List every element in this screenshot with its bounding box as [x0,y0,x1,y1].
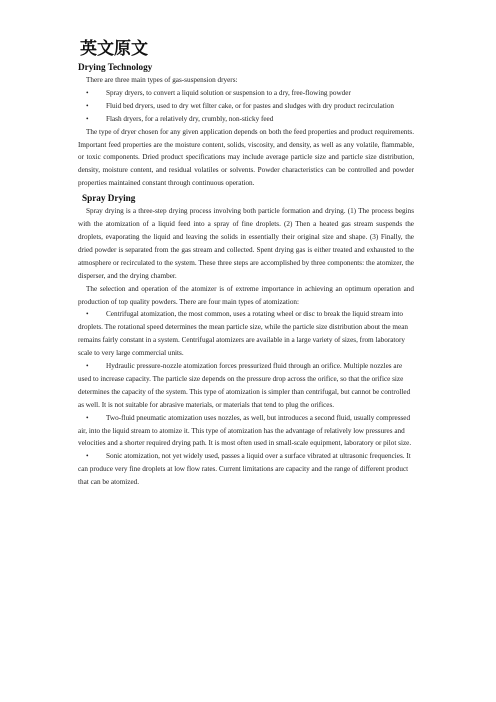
bullet-icon: • [86,310,89,319]
atomizer-paragraph: The selection and operation of the atomizer is of extreme importance in achieving an optimum operation and production of top quality powders. There are four main types of atomization: [78,284,414,306]
bullet-icon: • [86,88,89,97]
list-item [78,360,414,412]
heading-drying-technology: Drying Technology [78,62,153,72]
list-item [78,100,414,113]
dryer-selection-paragraph: The type of dryer chosen for any given application depends on both the feed properties and product requirements. Important feed properties are the moisture content, solids, viscosity, and density, as well as any volatile, flammable, or toxic components. Dried product specifications may include average particle size and particle size distribution, density, moisture content, and residual volatiles or solvents. Powder characteristics can be controlled and powder properties maintained constant through continuous operation. [78,127,414,188]
bullet-icon: • [86,101,89,110]
bullet-icon: • [86,452,89,461]
bullet-icon: • [86,362,89,371]
list-item-text: Fluid bed dryers, used to dry wet filter cake, or for pastes and sludges with dry product recirculation [106,101,395,110]
heading-spray-drying: Spray Drying [82,193,136,204]
list-item-text: Centrifugal atomization, the most common, uses a rotating wheel or disc to break the liquid stream into droplets. The rotational speed determines the mean particle size, while the particle size distribution about the mean remains fairly constant in a system. Centrifugal atomizers are available in a large variety of sizes, from laboratory scale to very large commercial units. [78,310,408,358]
list-item-text: Hydraulic pressure-nozzle atomization forces pressurized fluid through an orifice. Multiple nozzles are used to increase capacity. The particle size depends on the pressure drop across the orifice, so that the orifice size determines the capacity of the system. This type of atomization is simpler than centrifugal, but cannot be controlled as well. It is not suitable for abrasive materials, or materials that tend to plug the orifices. [78,362,411,409]
bullet-icon: • [86,114,89,123]
list-item-text: Flash dryers, for a relatively dry, crumbly, non-sticky feed [106,114,274,123]
bullet-icon: • [86,413,89,422]
list-item [78,412,414,451]
intro-paragraph: There are three main types of gas-suspension dryers: [86,76,238,84]
list-item-text: Two-fluid pneumatic atomization uses nozzles, as well, but introduces a second fluid, usually compressed air, into the liquid stream to atomize it. This type of atomization has the advantage of relatively low pressures and velocities and a shorter required drying path. It is most often used in small-scale equipment, laboratory or pilot size. [78,413,412,448]
list-item [78,87,414,100]
spray-process-paragraph: Spray drying is a three-step drying process involving both particle formation and drying. (1) The process begins with the atomization of a liquid feed into a spray of fine droplets. (2) Then a heated gas stream suspends the droplets, evaporating the liquid and leaving the solids in essentially their original size and shape. (3) Finally, the dried powder is separated from the gas stream and collected. Spent drying gas is either treated and exhausted to the atmosphere or recirculated to the system. These three steps are accomplished by three components: the atomizer, the disperser, and the drying chamber. [78,207,414,280]
list-item [78,113,414,126]
list-item [78,308,414,360]
list-item-text: Spray dryers, to convert a liquid solution or suspension to a dry, free-flowing powder [106,88,351,97]
list-item [78,450,414,489]
document-title: 英文原文 [80,39,148,59]
list-item-text: Sonic atomization, not yet widely used, passes a liquid over a surface vibrated at ultrasonic frequencies. It can produce very fine droplets at low flow rates. Current limitations are capacity and the range of different product that can be atomized. [78,452,411,487]
